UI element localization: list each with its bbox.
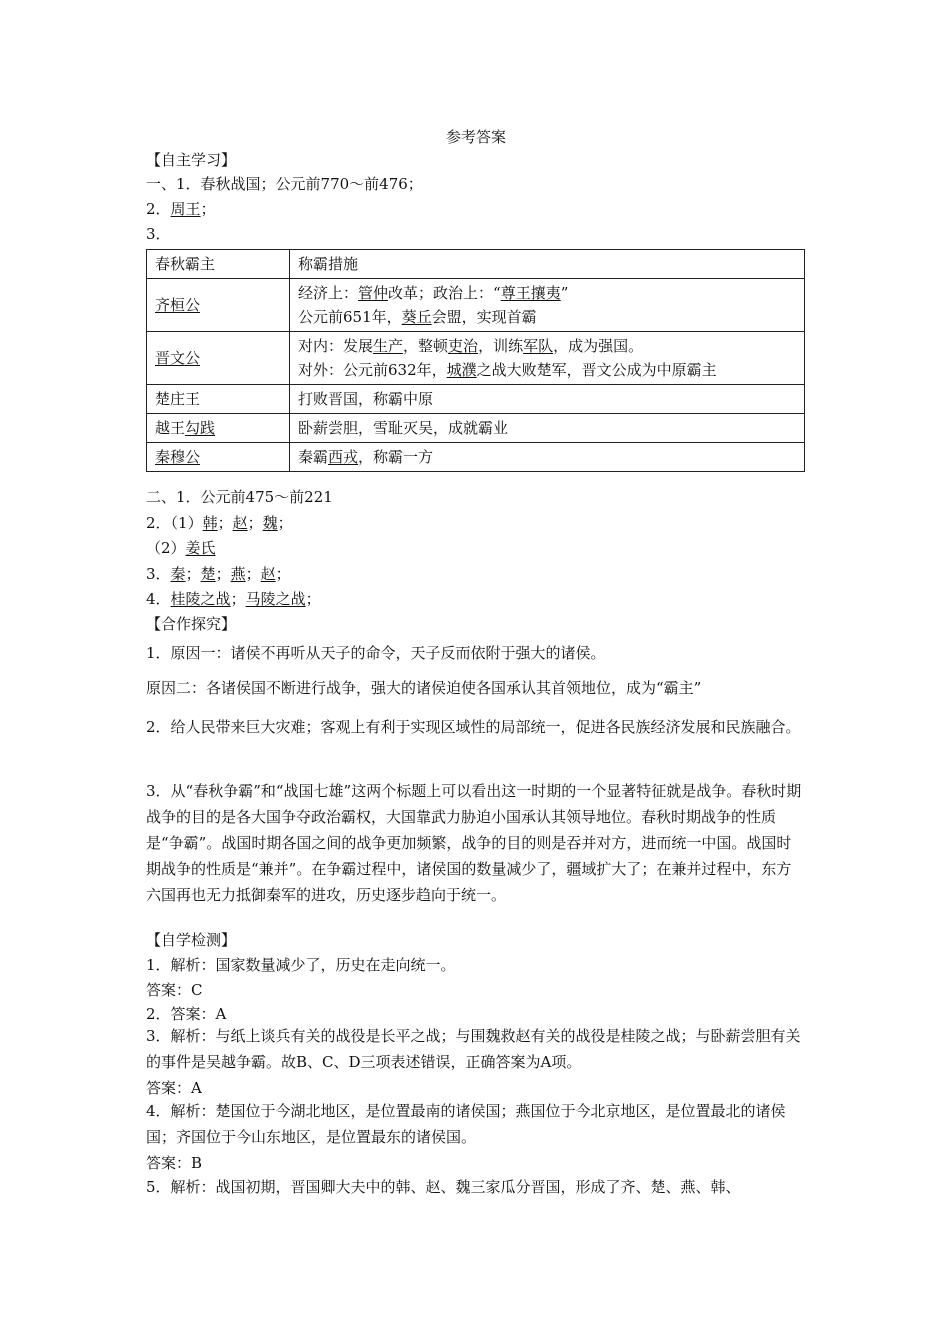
answer-line: 原因二：各诸侯国不断进行战争，强大的诸侯迫使各国承认其首领地位，成为“霸主” [146,679,702,697]
table-cell: 经济上：管仲改革；政治上：“尊王攘夷” 公元前651年，葵丘会盟，实现首霸 [290,279,805,332]
table-row [147,250,805,279]
table-row [147,414,805,443]
answer-line: 答案：A [146,1079,202,1097]
answer-line: 1．解析：国家数量减少了，历史在走向统一。 [146,956,456,974]
answer-paragraph: 3．从“春秋争霸”和“战国七雄”这两个标题上可以看出这一时期的一个显著特征就是战争。春秋时期战争的目的是各大国争夺政治霸权，大国靠武力胁迫小国承认其领导地位。春秋时期战争的性质是“争霸”。战国时期各国之间的战争更加频繁，战争的目的则是吞并对方，进而统一中国。战国时期战争的性质是“兼并”。在争霸过程中，诸侯国的数量减少了，疆域扩大了；在兼并过程中，东方六国再也无力抵御秦军的进攻，历史逐步趋向于统一。 [146,782,802,904]
table-row [147,443,805,472]
answer-line: （2）姜氏 [146,539,216,557]
table-cell: 晋文公 [147,332,290,385]
section-heading-cooperative-inquiry: 【合作探究】 [146,615,237,633]
answer-line: 2．（1）韩；赵；魏； [146,514,293,532]
answer-line: 5．解析：战国初期，晋国卿大夫中的韩、赵、魏三家瓜分晋国，形成了齐、楚、燕、韩、 [146,1178,741,1196]
answer-line: 2．答案：A [146,1005,227,1023]
answer-line: 一、1．春秋战国；公元前770～前476； [146,175,423,193]
hegemon-table [146,249,805,472]
table-cell: 楚庄王 [147,385,290,414]
table-cell: 越王勾践 [147,414,290,443]
page-title: 参考答案 [445,128,506,146]
section-heading-self-study: 【自主学习】 [146,151,237,169]
table-row [147,385,805,414]
table-cell: 卧薪尝胆，雪耻灭吴，成就霸业 [290,414,805,443]
answer-line: 3． [146,225,171,243]
table-cell: 秦霸西戎，称霸一方 [290,443,805,472]
table-header-cell: 春秋霸主 [147,250,290,279]
table-cell: 对内：发展生产，整顿吏治，训练军队，成为强国。 对外：公元前632年，城濮之战大败楚军，晋文公成为中原霸主 [290,332,805,385]
answer-line: 1．原因一：诸侯不再听从天子的命令，天子反而依附于强大的诸侯。 [146,644,606,662]
answer-line: 二、1．公元前475～前221 [146,488,333,506]
answer-line: 答案：B [146,1154,203,1172]
answer-line: 答案：C [146,981,203,999]
answer-line: 2．周王； [146,200,216,218]
answer-line: 4．桂陵之战；马陵之战； [146,590,321,608]
table-cell: 秦穆公 [147,443,290,472]
table-header-cell: 称霸措施 [290,250,805,279]
section-heading-self-check: 【自学检测】 [146,931,237,949]
answer-paragraph: 2．给人民带来巨大灾难；客观上有利于实现区域性的局部统一，促进各民族经济发展和民族融合。 [146,718,801,736]
table-cell: 打败晋国，称霸中原 [290,385,805,414]
answer-paragraph: 4．解析：楚国位于今湖北地区，是位置最南的诸侯国；燕国位于今北京地区，是位置最北的诸侯国；齐国位于今山东地区，是位置最东的诸侯国。 [146,1102,786,1146]
table-row [147,279,805,332]
table-cell: 齐桓公 [147,279,290,332]
answer-line: 3．秦；楚；燕；赵； [146,565,291,583]
table-row [147,332,805,385]
answer-paragraph: 3．解析：与纸上谈兵有关的战役是长平之战；与围魏救赵有关的战役是桂陵之战；与卧薪尝胆有关的事件是吴越争霸。故B、C、D三项表述错误，正确答案为A项。 [146,1027,801,1071]
